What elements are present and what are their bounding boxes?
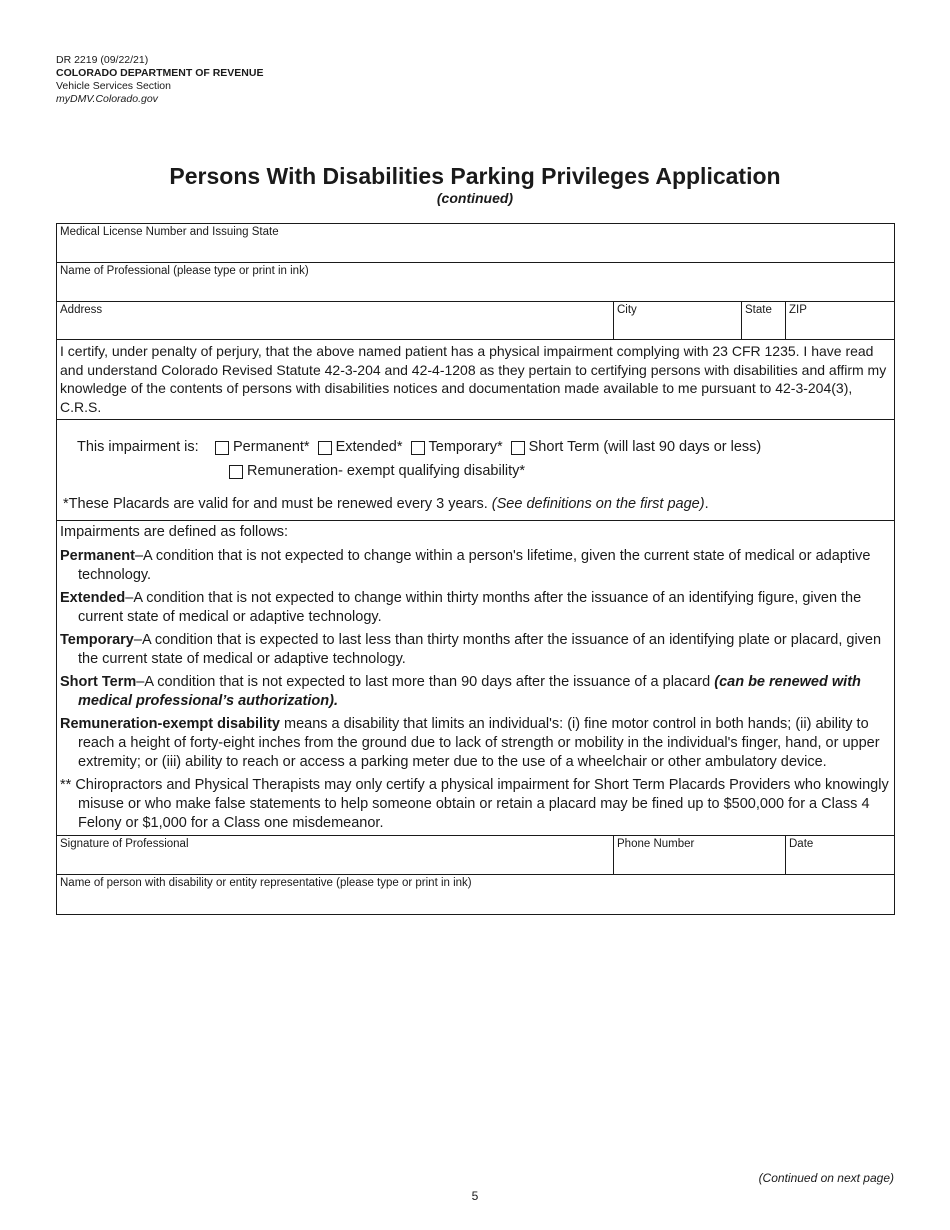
person-name-field[interactable] <box>57 875 894 914</box>
permanent-option[interactable]: Permanent* <box>215 438 310 457</box>
signature-field[interactable] <box>57 836 613 874</box>
definition-temporary: Temporary–A condition that is expected to last less than thirty months after the issuance of an identifying plate or placard, given the current state of medical or adaptive technology. <box>60 632 882 667</box>
impairment-label: This impairment is: <box>77 439 199 455</box>
definition-short-term: Short Term–A condition that is not expected to last more than 90 days after the issuance of a placard (can be renewed with medical professional’s authorization). <box>60 674 861 709</box>
extended-checkbox[interactable] <box>318 441 332 455</box>
chiropractor-note: ** Chiropractors and Physical Therapists may only certify a physical impairment for Short Term Placards Providers who knowingly misuse or who make false statements to help someone obtain or retain a placard may be fined up to $500,000 for a Class 4 Felony or $1,000 for a Class one misdemeanor. <box>60 777 889 831</box>
date-label: Date <box>789 838 814 850</box>
date-field[interactable] <box>785 836 894 874</box>
short-term-checkbox[interactable] <box>511 441 525 455</box>
temporary-checkbox[interactable] <box>411 441 425 455</box>
definition-permanent: Permanent–A condition that is not expected to change within a person's lifetime, given the current state of medical or adaptive technology. <box>60 548 871 583</box>
address-row <box>57 302 894 340</box>
page-title: Persons With Disabilities Parking Privileges Application <box>169 163 781 189</box>
city-label: City <box>617 304 637 316</box>
temporary-option[interactable]: Temporary* <box>411 438 503 457</box>
title-block <box>0 162 950 206</box>
definitions-intro: Impairments are defined as follows: <box>60 524 289 540</box>
impairment-section <box>57 420 894 521</box>
short-term-option[interactable]: Short Term (will last 90 days or less) <box>511 438 762 457</box>
medical-license-field[interactable] <box>57 224 894 262</box>
form-header <box>56 54 263 106</box>
website: myDMV.Colorado.gov <box>56 93 158 105</box>
permanent-checkbox[interactable] <box>215 441 229 455</box>
definition-extended: Extended–A condition that is not expected to change within thirty months after the issuance of an identifying figure, given the current state of medical or adaptive technology. <box>60 590 862 625</box>
professional-name-label: Name of Professional (please type or print in ink) <box>60 265 309 277</box>
state-field[interactable] <box>741 302 785 339</box>
signature-row <box>57 836 894 875</box>
page-number: 5 <box>471 1189 479 1203</box>
extended-option[interactable]: Extended* <box>318 438 403 457</box>
professional-name-field[interactable] <box>57 263 894 301</box>
medical-license-row <box>57 224 894 263</box>
certification-statement: I certify, under penalty of perjury, that the above named patient has a physical impairment complying with 23 CFR 1235. I have read and understand Colorado Revised Statute 42-3-204 and 42-4-1208 as they pertain to certifying persons with disabilities and affirm my knowledge of the contents of persons with disabilities notices and documentation made available to me pursuant to 42-3-204(3), C.R.S. <box>57 340 894 420</box>
remuneration-checkbox[interactable] <box>229 465 243 479</box>
address-label: Address <box>60 304 103 316</box>
city-field[interactable] <box>613 302 741 339</box>
person-name-label: Name of person with disability or entity representative (please type or print in ink) <box>60 877 472 889</box>
definitions-section <box>57 521 894 836</box>
person-name-row <box>57 875 894 914</box>
remuneration-option[interactable]: Remuneration- exempt qualifying disability* <box>229 462 525 481</box>
signature-label: Signature of Professional <box>60 838 189 850</box>
section-name: Vehicle Services Section <box>56 80 171 92</box>
professional-name-row <box>57 263 894 302</box>
phone-label: Phone Number <box>617 838 695 850</box>
application-form <box>56 223 895 915</box>
placard-validity-note: *These Placards are valid for and must be renewed every 3 years. (See definitions on the first page). <box>63 496 709 512</box>
medical-license-label: Medical License Number and Issuing State <box>60 226 279 238</box>
continued-note: (Continued on next page) <box>758 1171 894 1185</box>
state-label: State <box>745 304 772 316</box>
zip-field[interactable] <box>785 302 894 339</box>
zip-label: ZIP <box>789 304 807 316</box>
page-subtitle: (continued) <box>436 190 514 206</box>
department-name: COLORADO DEPARTMENT OF REVENUE <box>56 67 264 79</box>
address-field[interactable] <box>57 302 613 339</box>
definition-remuneration: Remuneration-exempt disability means a disability that limits an individual's: (i) fine motor control in both hands; (ii) ability to reach a height of forty-eight inches from the ground due to lack of strength or mobility in the individual's finger, hand, or upper extremity; or (iii) ability to reach or access a parking meter due to the use of a wheelchair or other ambulatory device. <box>60 716 880 770</box>
form-id: DR 2219 (09/22/21) <box>56 54 149 66</box>
phone-field[interactable] <box>613 836 785 874</box>
